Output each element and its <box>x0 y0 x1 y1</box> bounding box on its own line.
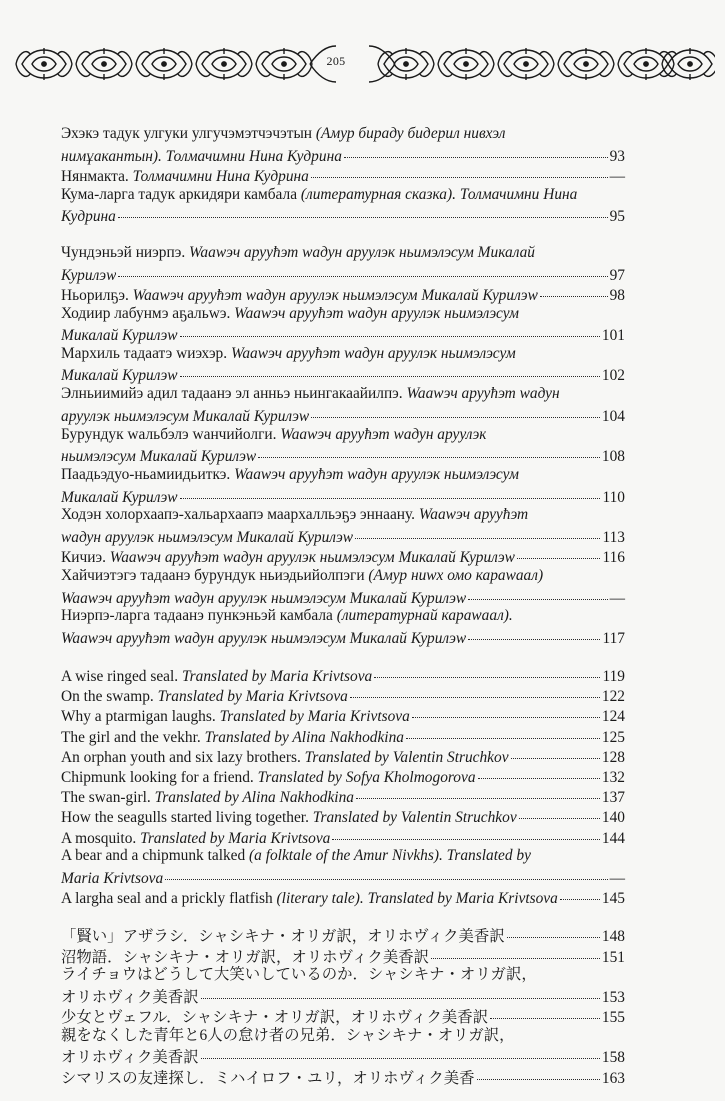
toc-group <box>61 665 625 907</box>
entry-credit: Translated by Sofya Kholmogorova <box>257 769 476 787</box>
entry-title: Чундэньэй ниэрпэ. <box>61 243 190 261</box>
entry-page-number: 137 <box>601 789 625 807</box>
entry-page-number: 113 <box>602 528 625 546</box>
entry-text <box>61 147 342 167</box>
toc-entry-line <box>61 546 625 566</box>
entry-text <box>61 748 509 768</box>
toc-entry[interactable] <box>61 283 625 303</box>
entry-title: Ниэрпэ-ларга тадаанэ пункэньэй камбала <box>61 607 337 625</box>
entry-text <box>61 788 354 808</box>
entry-page-number: 128 <box>601 748 625 766</box>
entry-text <box>61 728 404 748</box>
entry-page-number: 122 <box>601 688 625 706</box>
dot-leader <box>468 583 607 599</box>
entry-text <box>61 707 410 727</box>
entry-credit: Waawэч аруућэт wадун <box>406 385 560 403</box>
entry-text <box>61 1069 475 1089</box>
toc-entry[interactable] <box>61 1066 625 1086</box>
entry-text <box>61 1048 199 1068</box>
entry-title: Why a ptarmigan laughs. <box>61 708 220 726</box>
entry-page-number: 101 <box>601 327 625 345</box>
dot-leader <box>356 783 600 799</box>
toc-entry[interactable] <box>61 164 625 184</box>
entry-title: Ходиир лабунмэ аҕальwэ. <box>61 304 235 322</box>
dot-leader <box>374 662 600 678</box>
entry-title: On the swamp. <box>61 688 158 706</box>
entry-credit: (литературная сказка). Толмачимни Нина <box>300 185 578 203</box>
entry-credit: Waawэч аруућэт wадун аруулэк ньимэлэсум Микалай Курилэw <box>61 589 467 607</box>
entry-credit: аруулэк ньимэлэсум Микалай Курилэw <box>61 407 310 425</box>
entry-title: How the seagulls started living together. <box>61 809 313 827</box>
dot-leader <box>507 922 600 938</box>
entry-credit: (Амур бираду бидерил нивхэл <box>315 125 506 142</box>
toc-entry[interactable] <box>61 887 625 907</box>
toc-entry[interactable] <box>61 243 625 283</box>
entry-text <box>61 528 353 548</box>
entry-credit: Translated by Maria Krivtsova <box>219 708 410 726</box>
dot-leader <box>180 482 601 498</box>
dot-leader <box>350 682 600 698</box>
toc-entry-line <box>61 586 625 606</box>
entry-title: Мархиль тадаатэ wиэхэр. <box>61 344 231 362</box>
dot-leader <box>431 942 600 958</box>
toc-entry[interactable] <box>61 384 625 424</box>
entry-credit: Кудрина <box>61 208 116 226</box>
toc-entry[interactable] <box>61 1026 625 1066</box>
entry-title: ライチョウはどうして大笑いしているのか．シャシキナ・オリガ訳， <box>61 966 537 984</box>
entry-title: A bear and a chipmunk talked <box>61 847 250 865</box>
dot-leader <box>490 1003 600 1019</box>
toc-entry-line <box>61 1006 625 1026</box>
entry-page-number: — <box>609 589 625 607</box>
entry-title: Кума-ларга тадук аркидяри камбала <box>61 185 301 203</box>
dot-leader <box>477 1063 600 1079</box>
entry-title: オリホヴィク美香訳 <box>61 988 199 1006</box>
entry-page-number: 95 <box>609 208 625 226</box>
toc-entry[interactable] <box>61 465 625 505</box>
entry-credit: Waawэч аруућэт wадун аруулэк ньимэлэсум <box>230 344 516 362</box>
entry-credit: Translated by Alina Nakhodkina <box>154 789 354 807</box>
entry-title: Кичиэ. <box>61 549 110 567</box>
entry-credit: Translated by Maria Krivtsova <box>157 688 348 706</box>
entry-credit: wадун аруулэк ньимэлэсум Микалай Курилэw <box>61 528 354 546</box>
entry-credit: Waawэч аруућэт wадун аруулэк ньимэлэсум <box>234 304 519 322</box>
entry-credit: Waawэч аруућэт wадун аруулэк ньимэлэсум Микалай Курилэw <box>132 286 538 304</box>
entry-credit: (Амур ниwх омо карawаал) <box>368 566 544 584</box>
entry-title: Паадьэдуо-ньамиидьиткэ. <box>61 466 235 483</box>
entry-text <box>61 606 513 626</box>
dot-leader <box>180 361 600 377</box>
toc-entry[interactable] <box>61 965 625 1005</box>
dot-leader <box>519 803 600 819</box>
entry-title: オリホヴィク美香訳 <box>61 1049 199 1067</box>
entry-title: A wise ringed seal. <box>61 668 182 686</box>
dot-leader <box>118 260 607 276</box>
entry-text <box>61 629 466 649</box>
entry-title: Элньиимийэ адил тадаанэ эл анньэ ньингакаайилпэ. <box>61 385 407 403</box>
toc-entry-line <box>61 627 625 647</box>
entry-page-number: 93 <box>609 147 625 165</box>
entry-credit: Микалай Курилэw <box>61 488 178 506</box>
entry-text <box>61 988 199 1008</box>
dot-leader <box>517 543 601 559</box>
toc-entry[interactable] <box>61 566 625 606</box>
entry-credit: Translated by Maria Krivtsova <box>140 829 331 847</box>
toc-group <box>61 925 625 1087</box>
entry-page-number: 158 <box>601 1049 625 1067</box>
entry-page-number: 155 <box>601 1009 625 1027</box>
dot-leader <box>478 763 600 779</box>
entry-page-number: 117 <box>602 629 625 647</box>
entry-credit: Waawэч аруућэт wадун аруулэк ньимэлэсум Микалай <box>189 243 535 261</box>
toc-entry[interactable] <box>61 846 625 886</box>
entry-title: A mosquito. <box>61 829 141 847</box>
entry-credit: Микалай Курилэw <box>61 327 178 345</box>
toc-entry-line <box>61 324 625 344</box>
entry-title: 「賢い」アザラシ．シャシキナ・オリガ訳，オリホヴィク美香訳 <box>61 928 505 946</box>
dot-leader <box>560 884 600 900</box>
toc-entry[interactable] <box>61 505 625 545</box>
entry-credit: Толмачимни Нина Кудрина <box>132 167 309 185</box>
entry-credit: Translated by Valentin Struchkov <box>304 748 509 766</box>
entry-title: シマリスの友達探し．ミハイロフ・ユリ，オリホヴィク美香 <box>61 1069 475 1087</box>
entry-page-number: 104 <box>601 407 625 425</box>
entry-credit: Waawэч аруућэт wадун аруулэк ньимэлэсум Микалай Курилэw <box>109 549 515 567</box>
toc-entry[interactable] <box>61 425 625 465</box>
toc-entry-line <box>61 445 625 465</box>
entry-title: Ходэн холорхаапэ-хальархаапэ маархалльэҕэ эннаану. <box>61 506 419 524</box>
dot-leader <box>344 141 608 157</box>
entry-page-number: 97 <box>609 266 625 284</box>
entry-title: 沼物語．シャシキナ・オリガ訳，オリホヴィク美香訳 <box>61 948 429 966</box>
toc-entry-line <box>61 364 625 384</box>
dot-leader <box>258 442 600 458</box>
entry-credit: (literary tale). Translated by Maria Krivtsova <box>276 890 558 908</box>
entry-page-number: — <box>609 167 625 185</box>
toc-entry-line <box>61 826 625 846</box>
entry-credit: Микалай Курилэw <box>61 367 178 385</box>
toc-entry[interactable] <box>61 344 625 384</box>
entry-page-number: 163 <box>601 1069 625 1087</box>
dot-leader <box>180 321 600 337</box>
entry-title: 親をなくした青年と6人の怠け者の兄弟．シャシキナ・オリガ訳， <box>61 1026 515 1044</box>
toc-entry-line <box>61 164 625 184</box>
entry-text <box>61 869 163 889</box>
toc-entry-line <box>61 283 625 303</box>
toc-entry-line <box>61 205 625 225</box>
entry-page-number: 108 <box>601 448 625 466</box>
entry-credit: Waawэч аруућэт wадун аруулэк <box>280 425 487 443</box>
entry-text <box>61 207 116 227</box>
entry-title: Эхэкэ тадук улгуки улгучэмэтчэчэтын <box>61 125 316 142</box>
entry-title: Бурундук wальбэлэ wанчийолги. <box>61 425 281 443</box>
toc-entry[interactable] <box>61 606 625 646</box>
entry-page-number: 151 <box>601 948 625 966</box>
entry-credit: Курилэw <box>61 266 117 284</box>
toc-group <box>61 124 625 225</box>
entry-page-number: 125 <box>601 728 625 746</box>
dot-leader <box>201 983 600 999</box>
entry-credit: Translated by Maria Krivtsova <box>181 668 373 686</box>
toc-entry[interactable] <box>61 826 625 846</box>
toc-entry[interactable] <box>61 304 625 344</box>
dot-leader <box>406 722 600 738</box>
entry-title: An orphan youth and six lazy brothers. <box>61 748 305 766</box>
entry-text <box>61 889 558 909</box>
entry-credit: (литературнай карawаал). <box>336 607 513 625</box>
ornamental-header <box>10 40 715 88</box>
entry-page-number: 145 <box>601 890 625 908</box>
toc-entry[interactable] <box>61 124 625 164</box>
entry-page-number: — <box>609 869 625 887</box>
entry-credit: Waawэч аруућэт wадун аруулэк ньимэлэсум <box>234 466 519 483</box>
toc-entry-line <box>61 887 625 907</box>
dot-leader <box>468 624 600 640</box>
entry-page-number: 132 <box>601 769 625 787</box>
toc-entry-line <box>61 867 625 887</box>
toc-entry-line <box>61 945 625 965</box>
dot-leader <box>511 742 600 758</box>
entry-text <box>61 667 372 687</box>
entry-page-number: 144 <box>601 829 625 847</box>
entry-page-number: 124 <box>601 708 625 726</box>
entry-credit: ньимэлэсум Микалай Курилэw <box>61 448 257 466</box>
toc-entry-line <box>61 404 625 424</box>
toc-group <box>61 243 625 647</box>
entry-credit: Maria Krivtsova <box>61 869 164 887</box>
entry-title: Ньорилҕэ. <box>61 286 133 304</box>
entry-credit: Translated by Alina Nakhodkina <box>204 728 404 746</box>
entry-page-number: 119 <box>602 668 625 686</box>
dot-leader <box>311 161 608 177</box>
dot-leader <box>355 523 600 539</box>
entry-credit: Waawэч аруућэт wадун аруулэк ньимэлэсум Микалай Курилэw <box>61 629 467 647</box>
dot-leader <box>118 202 608 218</box>
entry-page-number: 153 <box>601 988 625 1006</box>
page-number: 205 <box>326 54 346 68</box>
toc-entry-line <box>61 1066 625 1086</box>
entry-title: The girl and the vekhr. <box>61 728 205 746</box>
dot-leader <box>540 280 608 296</box>
dot-leader <box>311 401 600 417</box>
entry-credit: нимұакантын). Толмачимни Нина Кудрина <box>61 147 342 165</box>
entry-page-number: 98 <box>609 286 625 304</box>
entry-title: The swan-girl. <box>61 789 155 807</box>
entry-text <box>61 687 348 707</box>
entry-credit: (a folktale of the Amur Nivkhs). Translated by <box>249 847 531 865</box>
entry-page-number: 110 <box>602 488 625 506</box>
toc-entry[interactable] <box>61 185 625 225</box>
dot-leader <box>332 823 600 839</box>
entry-page-number: 116 <box>602 549 625 567</box>
toc-entry-line <box>61 485 625 505</box>
dot-leader <box>165 864 607 880</box>
toc-entry[interactable] <box>61 546 625 566</box>
toc-entry[interactable] <box>61 1006 625 1026</box>
toc-entry[interactable] <box>61 945 625 965</box>
entry-title: Хайчиэтэгэ тадаанэ бурундук ньиэдьийолпэги <box>61 566 369 584</box>
entry-title: Chipmunk looking for a friend. <box>61 769 258 787</box>
entry-title: Нянмакта. <box>61 167 133 185</box>
dot-leader <box>201 1043 600 1059</box>
entry-page-number: 102 <box>601 367 625 385</box>
entry-text <box>61 266 116 286</box>
entry-title: A largha seal and a prickly flatfish <box>61 890 277 908</box>
entry-title: 少女とヴェフル．シャシキナ・オリガ訳，オリホヴィク美香訳 <box>61 1009 489 1027</box>
table-of-contents <box>61 124 625 1086</box>
entry-credit: Translated by Valentin Struchkov <box>312 809 517 827</box>
entry-page-number: 148 <box>601 928 625 946</box>
dot-leader <box>412 702 600 718</box>
entry-page-number: 140 <box>601 809 625 827</box>
entry-credit: Waawэч аруућэт <box>418 506 529 524</box>
